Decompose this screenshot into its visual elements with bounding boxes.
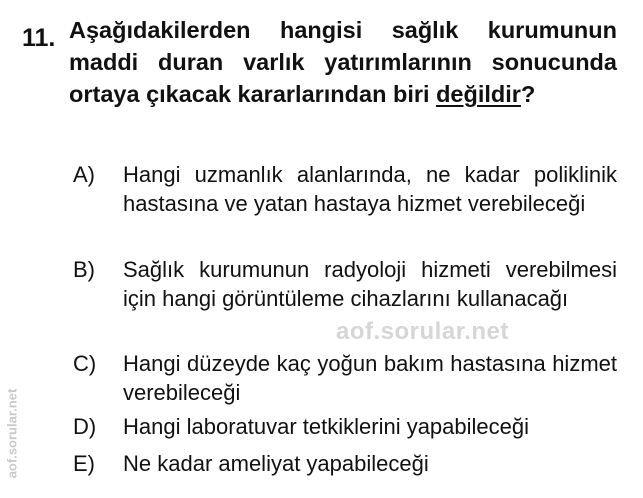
option-b-text: Sağlık kurumunun radyoloji hizmeti verebilmesi için hangi görüntüleme cihazlarını kullanacağı <box>123 257 617 311</box>
question-stem-text: Aşağıdakilerden hangisi sağlık kurumunun maddi duran varlık yatırımlarının sonucunda ortaya çıkacak kararlarından biri <box>69 17 617 107</box>
option-e-text: Ne kadar ameliyat yapabileceği <box>123 451 429 476</box>
option-a-letter: A) <box>73 162 95 187</box>
watermark-center: aof.sorular.net <box>336 318 509 345</box>
question-stem-emphasis: değildir <box>436 81 521 107</box>
option-d-text: Hangi laboratuvar tetkiklerini yapabileceği <box>123 414 530 439</box>
option-c-letter: C) <box>73 351 97 376</box>
option-c-text: Hangi düzeyde kaç yoğun bakım hastasına hizmet verebileceği <box>123 351 617 405</box>
watermark-side: aof.sorular.net <box>4 388 20 479</box>
option-a-text: Hangi uzmanlık alanlarında, ne kadar poliklinik hastasına ve yatan hastaya hizmet verebileceği <box>123 162 617 216</box>
question-stem-end: ? <box>520 81 536 107</box>
option-b-letter: B) <box>73 257 95 282</box>
question-number: 11. <box>22 24 56 52</box>
option-e-letter: E) <box>73 451 95 476</box>
option-d-letter: D) <box>73 414 97 439</box>
